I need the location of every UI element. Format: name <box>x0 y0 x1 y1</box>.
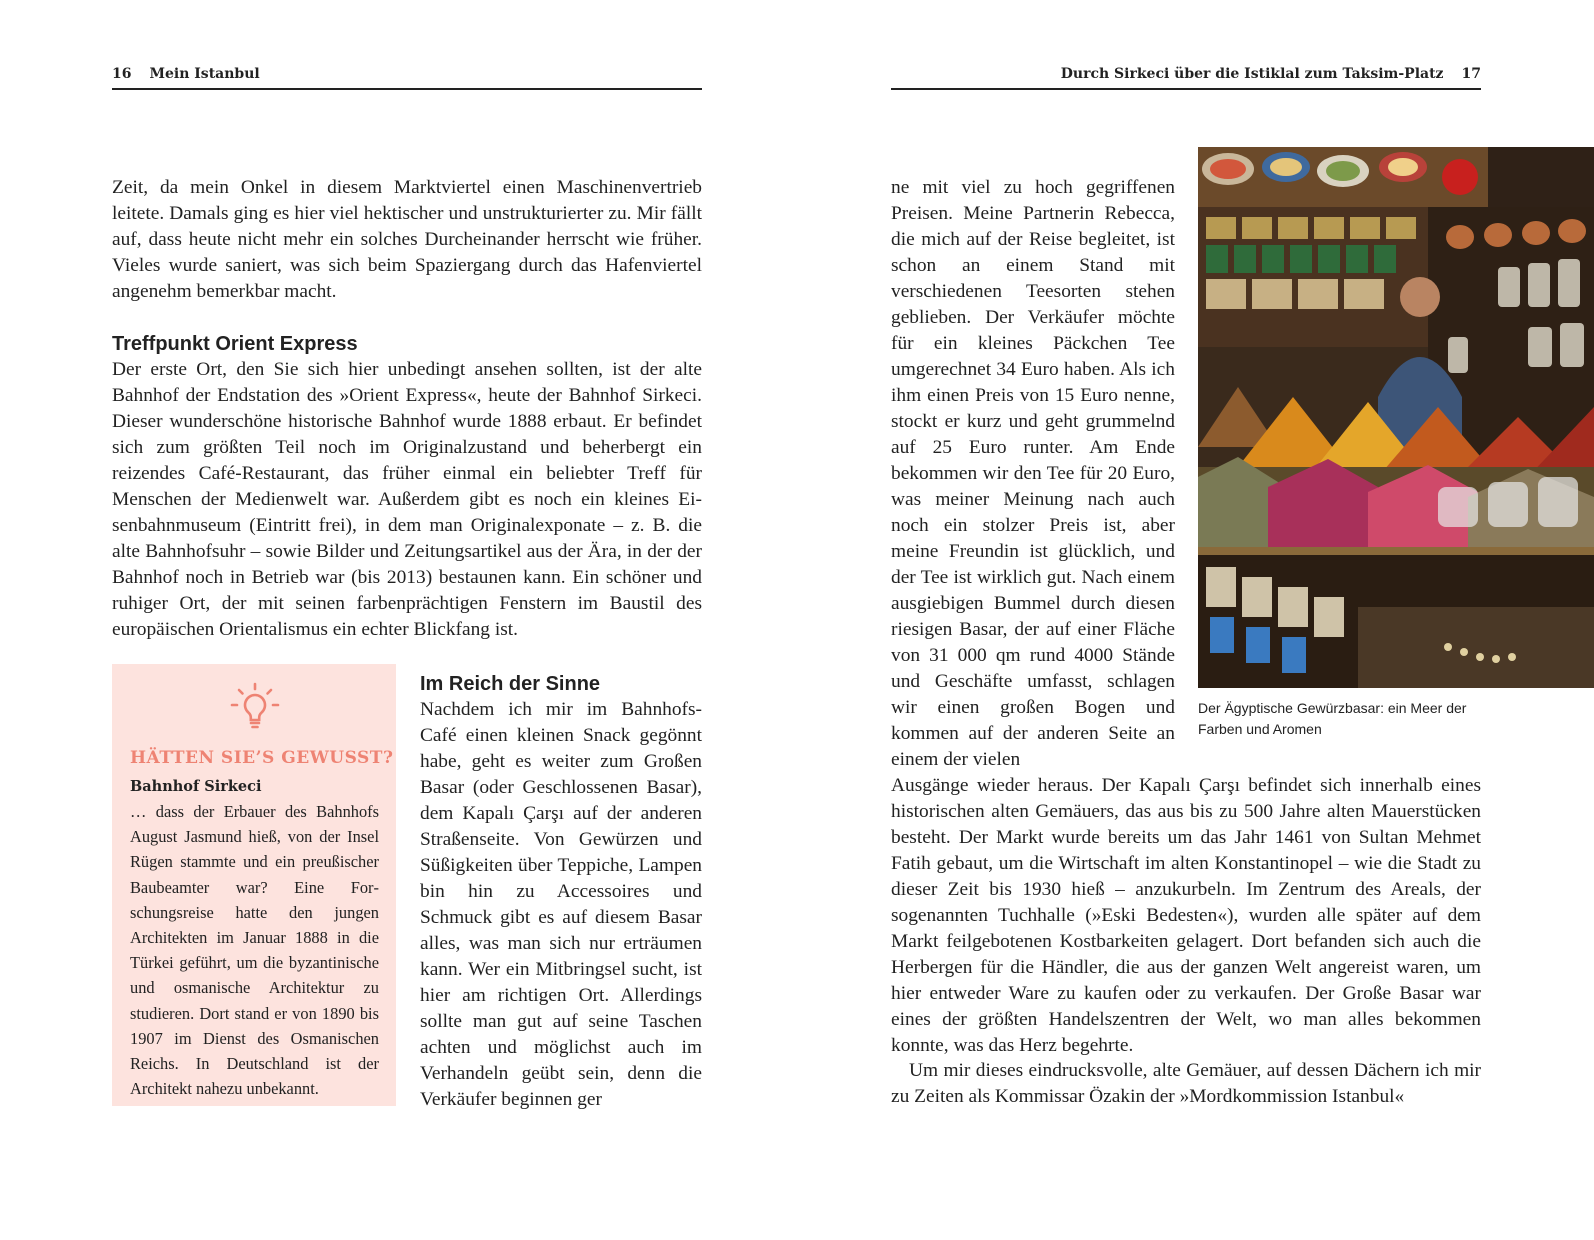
second-paragraph: Um mir dieses eindrucksvolle, alte Gemäuer, auf dessen Dächern ich mir zu Zeiten als Kommissar Özakin der »Mordkommission Istanbul« <box>891 1060 1481 1107</box>
spice-bazaar-illustration <box>1198 147 1594 688</box>
bazaar-continuation-paragraph: Ausgänge wieder heraus. Der Kapalı Çarşı befindet sich innerhalb eines historischen alten Gemäuers, das aus bis zu 500 Jahre alten Mauerstücken besteht. Der Markt wurde bereits um das Jahr 1461 von Sultan Mehmet Fatih gebaut, um die Wirtschaft im alten Konstantinopel – wie die Stadt zu dieser Zeit bis 1930 hieß – anzukurbeln. Im Zentrum des Areals, der sogenannten Tuchhalle (»Eski Bedesten«), wurden alle später auf dem Markt feilgebotenen Kostbarkeiten gelagert. Dort befanden sich auch die Herbergen für die Händler, die aus der ganzen Welt angereist waren, um hier entweder Ware zu kaufen oder zu verkaufen. Der Große Basar war eines der größten Handelszentren der Welt, wo man alles bekommen konnte, was das Herz begehrte. <box>891 775 1481 1056</box>
lightbulb-icon <box>229 682 281 734</box>
spice-bazaar-photo <box>1198 147 1594 688</box>
right-page-header <box>891 60 1481 90</box>
fact-box-subtitle: Bahnhof Sirkeci <box>130 778 262 795</box>
left-page <box>112 0 702 1240</box>
fact-box-title: HÄTTEN SIE’S GEWUSST? <box>130 748 394 768</box>
page-number-left: 16 <box>112 66 132 82</box>
running-title-right: Durch Sirkeci über die Istiklal zum Taksim-Platz <box>1060 66 1444 82</box>
page-number-right: 17 <box>1461 66 1481 82</box>
intro-paragraph: Zeit, da mein Onkel in diesem Marktviertel einen Maschinenvertrieb leitete. Damals ging es hier viel hektischer und unstrukturierter zu. Mir fällt auf, dass heute nicht mehr ein solches Durcheinander herrscht wie früher. Vieles wurde saniert, was sich beim Spaziergang durch das Hafenviertel angenehm bemerkbar macht. <box>112 177 702 302</box>
left-page-header <box>112 60 702 90</box>
reich-der-sinne-paragraph: Nachdem ich mir im Bahnhofs-Café einen kleinen Snack gegönnt habe, geht es weiter zum Großen Basar (oder Geschlossenen Basar), dem Kapalı Çarşı auf der anderen Straßenseite. Von Gewürzen und Süßigkeiten über Teppiche, Lampen bin hin zu Accessoires und Schmuck gibt es auf diesem Basar alles, was man sich nur erträumen kann. Wer ein Mitbringsel sucht, ist hier am richtigen Ort. Allerdings sollte man gut auf seine Taschen achten und möglichst auch im Verhandeln geübt sein, denn die Verkäufer beginnen ger <box>420 699 702 1110</box>
fact-box <box>112 664 396 1106</box>
bazaar-column-paragraph: ne mit viel zu hoch gegriffenen Preisen. Meine Partnerin Rebecca, die mich auf der Reise begleitet, ist schon an einem Stand mit verschiedenen Teesorten stehen geblieben. Der Verkäufer möchte für ein kleines Päckchen Tee umgerechnet 34 Euro haben. Als ich ihm einen Preis von 15 Euro nenne, stockt er kurz und geht grummelnd auf 25 Euro runter. Am Ende bekommen wir den Tee für 20 Euro, was meiner Meinung nach auch noch ein stolzer Preis ist, aber meine Freundin ist glücklich, und der Tee ist wirklich gut. Nach einem ausgiebigen Bummel durch diesen riesigen Basar, der auf einer Fläche von 31 000 qm rund 4000 Stände und Geschäfte umfasst, schlagen wir einen großen Bogen und kommen auf der anderen Seite an einem der vielen <box>891 177 1175 770</box>
orient-express-paragraph: Der erste Ort, den Sie sich hier unbedingt ansehen sollten, ist der alte Bahnhof der Endstation des »Orient Express«, heute der Bahnhof Sirkeci. Dieser wunderschöne historische Bahnhof wurde 1888 erbaut. Er befindet sich zum größten Teil noch im Originalzustand und beherbergt ein reizendes Café-Restaurant, das früher einmal ein beliebter Treff für Menschen der Medienwelt war. Außerdem gibt es noch ein kleines Eisenbahnmuseum (Eintritt frei), in dem man Originalexponate – z. B. die alte Bahnhofsuhr – sowie Bilder und Zeitungsartikel aus der Ära, in der der Bahnhof noch in Betrieb war (bis 2013) bestaunen kann. Ein schöner und ruhiger Ort, der mit seinen farbenprächtigen Fenstern im Baustil des europäischen Orientalismus ein echter Blickfang ist. <box>112 359 702 640</box>
section-heading-reich-der-sinne: Im Reich der Sinne <box>420 673 601 695</box>
right-page <box>891 0 1481 1240</box>
running-title-left: Mein Istanbul <box>149 66 260 82</box>
section-heading-orient-express: Treffpunkt Orient Express <box>112 333 358 355</box>
fact-box-text: … dass der Erbauer des Bahnhofs August Jasmund hieß, von der Insel Rügen stammte und ein preußischer Baubeamter war? Eine Forschungsreise hatte den jungen Architekten im Januar 1888 in die Türkei geführt, um die byzantinische und osmanische Architektur zu studieren. Dort stand er von 1890 bis 1907 im Dienst des Osmanischen Reichs. In Deutschland ist der Architekt nahezu unbekannt. <box>130 802 379 1099</box>
photo-caption: Der Ägyptische Gewürzbasar: ein Meer der Farben und Aromen <box>1198 700 1467 737</box>
